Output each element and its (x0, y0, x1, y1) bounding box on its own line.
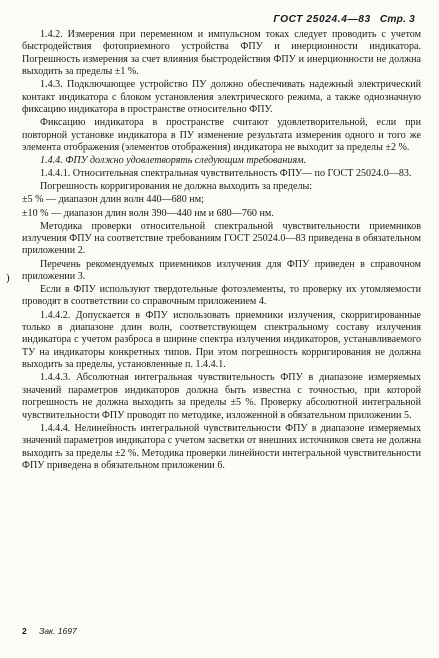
paragraph-fixation: Фиксацию индикатора в пространстве считают удовлетворительной, если при повторной установке индикатора в ПУ изменение результата измерения одного и того же элемента отображения (элементов отображения) индикатора не выходит за пределы ±2 %. (22, 117, 421, 154)
paragraph-correction-limits: Погрешность корригирования не должна выходить за пределы: (40, 181, 313, 193)
page-footer (22, 626, 77, 636)
paragraph-1-4-2: 1.4.2. Измерения при переменном и импульсном токах следует проводить с учетом быстродействия фотоприемного устройства ФПУ и инерционности индикатора. Погрешность измерения за счет влияния быстродействия ФПУ и инерционности не должна выходить за пределы ±1 %. (22, 29, 421, 78)
running-header (273, 14, 415, 25)
document-body (22, 29, 421, 473)
standard-designation: ГОСТ 25024.4—83 (273, 14, 371, 25)
paragraph-1-4-4-4: 1.4.4.4. Нелинейность интегральной чувствительности ФПУ в диапазоне измеряемых значений параметров индикатора с учетом засветки от внешних источников света не должна выходить за пределы ±2 %. Методика проверки линейности интегральной чувствительности ФПУ приведена в обязательном приложении 6. (22, 422, 421, 472)
paragraph-receiver-list: Перечень рекомендуемых приемников излучения для ФПУ приведен в справочном приложении 3. (22, 258, 421, 282)
paragraph-limit-5-percent: ±5 % — диапазон длин волн 440—680 нм; (22, 194, 204, 206)
paragraph-1-4-3: 1.4.3. Подключающее устройство ПУ должно обеспечивать надежный электрический контакт индикатора с блоком установления электрического режима, а также однозначную фиксацию индикатора в пространстве относительно ФПУ. (22, 79, 421, 116)
paragraph-method-spectral: Методика проверки относительной спектральной чувствительности приемников излучения ФПУ на соответствие требованиям ГОСТ 25024.0—83 приведена в обязательном приложении 2. (22, 220, 421, 257)
paragraph-1-4-4-3: 1.4.4.3. Абсолютная интегральная чувствительность ФПУ в диапазоне измеряемых значений параметров индикаторов должна быть известна с точностью, при которой погрешность не должна выходить за пределы ±5 %. Проверку абсолютной интегральной чувствительности ФПУ проводят по методике, изложенной в обязательном приложении 5. (22, 372, 421, 421)
margin-mark: ) (6, 272, 10, 284)
paragraph-1-4-4-1: 1.4.4.1. Относительная спектральная чувствительность ФПУ— по ГОСТ 25024.0—83. (40, 168, 412, 180)
paragraph-1-4-4-heading: 1.4.4. ФПУ должно удовлетворять следующим требованиям. (40, 155, 307, 167)
footer-page-number: 2 (22, 626, 27, 636)
paragraph-solid-state: Если в ФПУ используют твердотельные фотоэлементы, то проверку их утомляемости проводят в соответствии со справочным приложением 4. (22, 284, 421, 308)
page-number-label: Стр. 3 (379, 14, 415, 25)
paragraph-limit-10-percent: ±10 % — диапазон длин волн 390—440 нм и 680—760 нм. (22, 207, 274, 219)
paragraph-1-4-4-2: 1.4.4.2. Допускается в ФПУ использовать приемники излучения, скорригированные только в диапазоне длин волн, соответствующем спектральному составу излучения индикатора с учетом разброса в ширине спектра излучения индикаторов, устанавливаемого ТУ на индикаторы конкретных типов. При этом погрешность корригирования не должна выходить за пределы, установленные п. 1.4.4.1. (22, 309, 421, 371)
footer-order-number: Зак. 1697 (39, 626, 77, 636)
